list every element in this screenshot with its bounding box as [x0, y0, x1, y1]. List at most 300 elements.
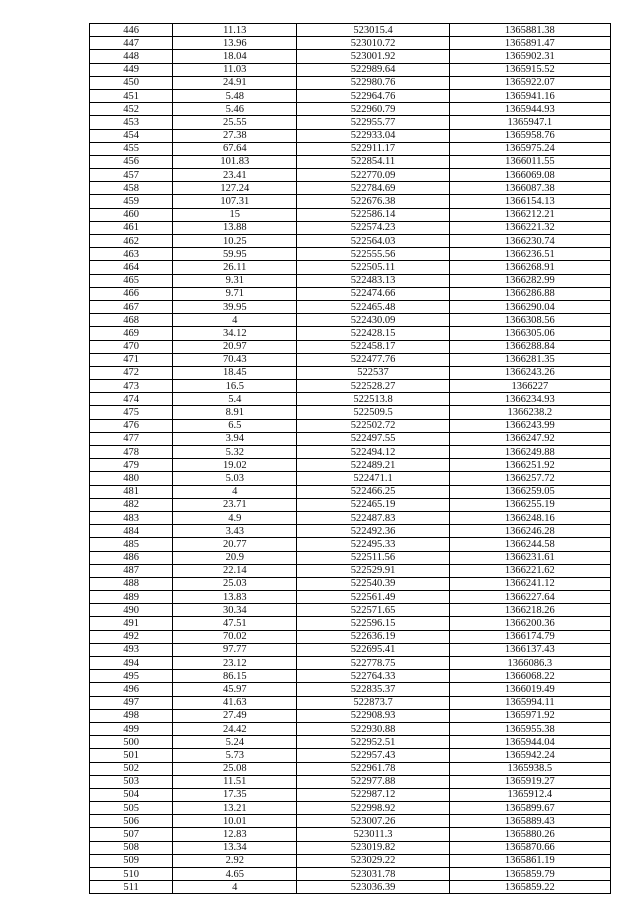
table-row [90, 630, 611, 643]
table-row [90, 472, 611, 485]
table-row [90, 432, 611, 445]
length-cell: 24.91 [173, 76, 297, 89]
x-coordinate-cell: 522960.79 [297, 103, 449, 116]
x-coordinate-cell: 522487.83 [297, 511, 449, 524]
point-number-cell: 479 [90, 459, 173, 472]
x-coordinate-cell: 522465.19 [297, 498, 449, 511]
table-row [90, 314, 611, 327]
x-coordinate-cell: 522466.25 [297, 485, 449, 498]
length-cell: 26.11 [173, 261, 297, 274]
x-coordinate-cell: 522465.48 [297, 300, 449, 313]
y-coordinate-cell: 1366244.58 [449, 538, 610, 551]
table-row [90, 802, 611, 815]
x-coordinate-cell: 522555.56 [297, 248, 449, 261]
point-number-cell: 491 [90, 617, 173, 630]
length-cell: 5.32 [173, 446, 297, 459]
x-coordinate-cell: 522483.13 [297, 274, 449, 287]
x-coordinate-cell: 522784.69 [297, 182, 449, 195]
table-row [90, 868, 611, 881]
y-coordinate-cell: 1366231.61 [449, 551, 610, 564]
point-number-cell: 501 [90, 749, 173, 762]
table-row [90, 722, 611, 735]
x-coordinate-cell: 523011.3 [297, 828, 449, 841]
length-cell: 23.71 [173, 498, 297, 511]
y-coordinate-cell: 1366281.35 [449, 353, 610, 366]
y-coordinate-cell: 1365861.19 [449, 854, 610, 867]
y-coordinate-cell: 1366257.72 [449, 472, 610, 485]
point-number-cell: 505 [90, 802, 173, 815]
y-coordinate-cell: 1366234.93 [449, 393, 610, 406]
point-number-cell: 457 [90, 169, 173, 182]
y-coordinate-cell: 1366087.38 [449, 182, 610, 195]
length-cell: 5.03 [173, 472, 297, 485]
table-row [90, 775, 611, 788]
length-cell: 13.96 [173, 37, 297, 50]
point-number-cell: 487 [90, 564, 173, 577]
x-coordinate-cell: 523036.39 [297, 881, 449, 894]
table-row [90, 248, 611, 261]
x-coordinate-cell: 522930.88 [297, 722, 449, 735]
point-number-cell: 461 [90, 221, 173, 234]
point-number-cell: 460 [90, 208, 173, 221]
y-coordinate-cell: 1366246.28 [449, 525, 610, 538]
x-coordinate-cell: 522977.88 [297, 775, 449, 788]
x-coordinate-cell: 522513.8 [297, 393, 449, 406]
table-row [90, 815, 611, 828]
x-coordinate-cell: 522492.36 [297, 525, 449, 538]
length-cell: 10.25 [173, 235, 297, 248]
point-number-cell: 489 [90, 591, 173, 604]
table-row [90, 142, 611, 155]
table-row [90, 828, 611, 841]
x-coordinate-cell: 523001.92 [297, 50, 449, 63]
length-cell: 4 [173, 881, 297, 894]
length-cell: 18.04 [173, 50, 297, 63]
x-coordinate-cell: 522770.09 [297, 169, 449, 182]
x-coordinate-cell: 522908.93 [297, 709, 449, 722]
table-row [90, 696, 611, 709]
x-coordinate-cell: 522528.27 [297, 380, 449, 393]
point-number-cell: 468 [90, 314, 173, 327]
y-coordinate-cell: 1365919.27 [449, 775, 610, 788]
x-coordinate-cell: 522873.7 [297, 696, 449, 709]
y-coordinate-cell: 1365889.43 [449, 815, 610, 828]
point-number-cell: 472 [90, 366, 173, 379]
y-coordinate-cell: 1365955.38 [449, 722, 610, 735]
y-coordinate-cell: 1366241.12 [449, 577, 610, 590]
point-number-cell: 488 [90, 577, 173, 590]
table-row [90, 340, 611, 353]
point-number-cell: 466 [90, 287, 173, 300]
x-coordinate-cell: 523019.82 [297, 841, 449, 854]
y-coordinate-cell: 1365994.11 [449, 696, 610, 709]
x-coordinate-cell: 523015.4 [297, 24, 449, 37]
table-row [90, 393, 611, 406]
x-coordinate-cell: 522428.15 [297, 327, 449, 340]
point-number-cell: 506 [90, 815, 173, 828]
table-row [90, 604, 611, 617]
point-number-cell: 473 [90, 380, 173, 393]
table-row [90, 235, 611, 248]
x-coordinate-cell: 522952.51 [297, 736, 449, 749]
x-coordinate-cell: 522933.04 [297, 129, 449, 142]
x-coordinate-cell: 522695.41 [297, 643, 449, 656]
table-row [90, 274, 611, 287]
length-cell: 27.38 [173, 129, 297, 142]
point-number-cell: 492 [90, 630, 173, 643]
length-cell: 107.31 [173, 195, 297, 208]
y-coordinate-cell: 1365870.66 [449, 841, 610, 854]
table-row [90, 208, 611, 221]
table-row [90, 525, 611, 538]
table-row [90, 617, 611, 630]
table-row [90, 788, 611, 801]
x-coordinate-cell: 522489.21 [297, 459, 449, 472]
x-coordinate-cell: 523031.78 [297, 868, 449, 881]
point-number-cell: 478 [90, 446, 173, 459]
point-number-cell: 503 [90, 775, 173, 788]
length-cell: 97.77 [173, 643, 297, 656]
y-coordinate-cell: 1365941.16 [449, 89, 610, 102]
x-coordinate-cell: 522474.66 [297, 287, 449, 300]
length-cell: 127.24 [173, 182, 297, 195]
table-row [90, 195, 611, 208]
point-number-cell: 458 [90, 182, 173, 195]
length-cell: 25.03 [173, 577, 297, 590]
table-row [90, 670, 611, 683]
length-cell: 4.65 [173, 868, 297, 881]
x-coordinate-cell: 522835.37 [297, 683, 449, 696]
x-coordinate-cell: 522497.55 [297, 432, 449, 445]
table-row [90, 155, 611, 168]
y-coordinate-cell: 1366137.43 [449, 643, 610, 656]
table-row [90, 881, 611, 894]
x-coordinate-cell: 522911.17 [297, 142, 449, 155]
point-number-cell: 484 [90, 525, 173, 538]
y-coordinate-cell: 1366218.26 [449, 604, 610, 617]
x-coordinate-cell: 522529.91 [297, 564, 449, 577]
y-coordinate-cell: 1366230.74 [449, 235, 610, 248]
length-cell: 5.24 [173, 736, 297, 749]
x-coordinate-cell: 523029.22 [297, 854, 449, 867]
y-coordinate-cell: 1366243.99 [449, 419, 610, 432]
point-number-cell: 451 [90, 89, 173, 102]
y-coordinate-cell: 1366259.05 [449, 485, 610, 498]
x-coordinate-cell: 522509.5 [297, 406, 449, 419]
table-row [90, 76, 611, 89]
point-number-cell: 500 [90, 736, 173, 749]
length-cell: 4 [173, 485, 297, 498]
y-coordinate-cell: 1366286.88 [449, 287, 610, 300]
point-number-cell: 448 [90, 50, 173, 63]
y-coordinate-cell: 1366243.26 [449, 366, 610, 379]
y-coordinate-cell: 1365938.5 [449, 762, 610, 775]
point-number-cell: 446 [90, 24, 173, 37]
length-cell: 59.95 [173, 248, 297, 261]
y-coordinate-cell: 1365912.4 [449, 788, 610, 801]
length-cell: 9.31 [173, 274, 297, 287]
length-cell: 16.5 [173, 380, 297, 393]
point-number-cell: 498 [90, 709, 173, 722]
x-coordinate-cell: 522511.56 [297, 551, 449, 564]
point-number-cell: 465 [90, 274, 173, 287]
point-number-cell: 490 [90, 604, 173, 617]
length-cell: 45.97 [173, 683, 297, 696]
x-coordinate-cell: 522477.76 [297, 353, 449, 366]
table-row [90, 446, 611, 459]
x-coordinate-cell: 522854.11 [297, 155, 449, 168]
x-coordinate-cell: 522502.72 [297, 419, 449, 432]
point-number-cell: 482 [90, 498, 173, 511]
length-cell: 20.97 [173, 340, 297, 353]
y-coordinate-cell: 1365947.1 [449, 116, 610, 129]
length-cell: 30.34 [173, 604, 297, 617]
y-coordinate-cell: 1365859.22 [449, 881, 610, 894]
point-number-cell: 504 [90, 788, 173, 801]
point-number-cell: 449 [90, 63, 173, 76]
y-coordinate-cell: 1366288.84 [449, 340, 610, 353]
length-cell: 13.83 [173, 591, 297, 604]
point-number-cell: 462 [90, 235, 173, 248]
x-coordinate-cell: 522458.17 [297, 340, 449, 353]
table-row [90, 406, 611, 419]
length-cell: 24.42 [173, 722, 297, 735]
length-cell: 34.12 [173, 327, 297, 340]
table-row [90, 762, 611, 775]
x-coordinate-cell: 522596.15 [297, 617, 449, 630]
table-row [90, 419, 611, 432]
point-number-cell: 497 [90, 696, 173, 709]
x-coordinate-cell: 522998.92 [297, 802, 449, 815]
table-row [90, 683, 611, 696]
x-coordinate-cell: 522495.33 [297, 538, 449, 551]
length-cell: 8.91 [173, 406, 297, 419]
y-coordinate-cell: 1365915.52 [449, 63, 610, 76]
table-row [90, 854, 611, 867]
y-coordinate-cell: 1366305.06 [449, 327, 610, 340]
length-cell: 47.51 [173, 617, 297, 630]
point-number-cell: 493 [90, 643, 173, 656]
x-coordinate-cell: 523007.26 [297, 815, 449, 828]
x-coordinate-cell: 522961.78 [297, 762, 449, 775]
length-cell: 4 [173, 314, 297, 327]
point-number-cell: 464 [90, 261, 173, 274]
table-row [90, 182, 611, 195]
point-number-cell: 486 [90, 551, 173, 564]
point-number-cell: 474 [90, 393, 173, 406]
y-coordinate-cell: 1366154.13 [449, 195, 610, 208]
x-coordinate-cell: 522540.39 [297, 577, 449, 590]
x-coordinate-cell: 522571.65 [297, 604, 449, 617]
table-row [90, 37, 611, 50]
table-row [90, 327, 611, 340]
y-coordinate-cell: 1366086.3 [449, 657, 610, 670]
table-row [90, 169, 611, 182]
coordinate-table [89, 23, 611, 894]
y-coordinate-cell: 1365971.92 [449, 709, 610, 722]
table-row [90, 24, 611, 37]
length-cell: 11.13 [173, 24, 297, 37]
point-number-cell: 447 [90, 37, 173, 50]
point-number-cell: 469 [90, 327, 173, 340]
table-row [90, 380, 611, 393]
length-cell: 13.88 [173, 221, 297, 234]
length-cell: 6.5 [173, 419, 297, 432]
y-coordinate-cell: 1366227.64 [449, 591, 610, 604]
x-coordinate-cell: 522430.09 [297, 314, 449, 327]
x-coordinate-cell: 522989.64 [297, 63, 449, 76]
table-row [90, 564, 611, 577]
x-coordinate-cell: 523010.72 [297, 37, 449, 50]
table-row [90, 287, 611, 300]
length-cell: 23.12 [173, 657, 297, 670]
point-number-cell: 454 [90, 129, 173, 142]
x-coordinate-cell: 522778.75 [297, 657, 449, 670]
length-cell: 70.43 [173, 353, 297, 366]
length-cell: 22.14 [173, 564, 297, 577]
point-number-cell: 450 [90, 76, 173, 89]
y-coordinate-cell: 1366174.79 [449, 630, 610, 643]
x-coordinate-cell: 522586.14 [297, 208, 449, 221]
table-row [90, 485, 611, 498]
y-coordinate-cell: 1366248.16 [449, 511, 610, 524]
table-row [90, 300, 611, 313]
x-coordinate-cell: 522494.12 [297, 446, 449, 459]
table-row [90, 551, 611, 564]
y-coordinate-cell: 1366268.91 [449, 261, 610, 274]
length-cell: 3.43 [173, 525, 297, 538]
table-row [90, 591, 611, 604]
y-coordinate-cell: 1366011.55 [449, 155, 610, 168]
point-number-cell: 507 [90, 828, 173, 841]
x-coordinate-cell: 522471.1 [297, 472, 449, 485]
length-cell: 9.71 [173, 287, 297, 300]
length-cell: 27.49 [173, 709, 297, 722]
x-coordinate-cell: 522561.49 [297, 591, 449, 604]
length-cell: 10.01 [173, 815, 297, 828]
point-number-cell: 494 [90, 657, 173, 670]
x-coordinate-cell: 522964.76 [297, 89, 449, 102]
point-number-cell: 495 [90, 670, 173, 683]
point-number-cell: 471 [90, 353, 173, 366]
table-row [90, 736, 611, 749]
length-cell: 13.21 [173, 802, 297, 815]
length-cell: 41.63 [173, 696, 297, 709]
table-row [90, 511, 611, 524]
point-number-cell: 508 [90, 841, 173, 854]
y-coordinate-cell: 1365922.07 [449, 76, 610, 89]
point-number-cell: 502 [90, 762, 173, 775]
y-coordinate-cell: 1365942.24 [449, 749, 610, 762]
length-cell: 25.55 [173, 116, 297, 129]
point-number-cell: 477 [90, 432, 173, 445]
x-coordinate-cell: 522764.33 [297, 670, 449, 683]
table-row [90, 577, 611, 590]
point-number-cell: 499 [90, 722, 173, 735]
point-number-cell: 453 [90, 116, 173, 129]
y-coordinate-cell: 1365975.24 [449, 142, 610, 155]
length-cell: 13.34 [173, 841, 297, 854]
x-coordinate-cell: 522636.19 [297, 630, 449, 643]
length-cell: 12.83 [173, 828, 297, 841]
x-coordinate-cell: 522955.77 [297, 116, 449, 129]
point-number-cell: 452 [90, 103, 173, 116]
point-number-cell: 481 [90, 485, 173, 498]
length-cell: 20.77 [173, 538, 297, 551]
y-coordinate-cell: 1366069.08 [449, 169, 610, 182]
length-cell: 5.48 [173, 89, 297, 102]
length-cell: 101.83 [173, 155, 297, 168]
length-cell: 11.03 [173, 63, 297, 76]
y-coordinate-cell: 1365944.93 [449, 103, 610, 116]
table-row [90, 643, 611, 656]
length-cell: 86.15 [173, 670, 297, 683]
table-row [90, 538, 611, 551]
y-coordinate-cell: 1366255.19 [449, 498, 610, 511]
y-coordinate-cell: 1366019.49 [449, 683, 610, 696]
point-number-cell: 475 [90, 406, 173, 419]
length-cell: 70.02 [173, 630, 297, 643]
y-coordinate-cell: 1366249.88 [449, 446, 610, 459]
length-cell: 5.4 [173, 393, 297, 406]
table-row [90, 459, 611, 472]
table-row [90, 103, 611, 116]
table-row [90, 841, 611, 854]
length-cell: 18.45 [173, 366, 297, 379]
x-coordinate-cell: 522505.11 [297, 261, 449, 274]
length-cell: 20.9 [173, 551, 297, 564]
x-coordinate-cell: 522564.03 [297, 235, 449, 248]
length-cell: 4.9 [173, 511, 297, 524]
length-cell: 15 [173, 208, 297, 221]
length-cell: 11.51 [173, 775, 297, 788]
x-coordinate-cell: 522574.23 [297, 221, 449, 234]
x-coordinate-cell: 522987.12 [297, 788, 449, 801]
y-coordinate-cell: 1366212.21 [449, 208, 610, 221]
point-number-cell: 496 [90, 683, 173, 696]
table-row [90, 116, 611, 129]
y-coordinate-cell: 1366227 [449, 380, 610, 393]
y-coordinate-cell: 1366200.36 [449, 617, 610, 630]
table-row [90, 709, 611, 722]
table-row [90, 63, 611, 76]
point-number-cell: 509 [90, 854, 173, 867]
point-number-cell: 485 [90, 538, 173, 551]
table-row [90, 353, 611, 366]
y-coordinate-cell: 1365958.76 [449, 129, 610, 142]
length-cell: 67.64 [173, 142, 297, 155]
y-coordinate-cell: 1366068.22 [449, 670, 610, 683]
table-row [90, 89, 611, 102]
y-coordinate-cell: 1365944.04 [449, 736, 610, 749]
point-number-cell: 455 [90, 142, 173, 155]
point-number-cell: 470 [90, 340, 173, 353]
length-cell: 23.41 [173, 169, 297, 182]
y-coordinate-cell: 1366221.62 [449, 564, 610, 577]
y-coordinate-cell: 1366247.92 [449, 432, 610, 445]
point-number-cell: 467 [90, 300, 173, 313]
y-coordinate-cell: 1366221.32 [449, 221, 610, 234]
table-row [90, 366, 611, 379]
length-cell: 17.35 [173, 788, 297, 801]
point-number-cell: 511 [90, 881, 173, 894]
table-row [90, 749, 611, 762]
table-row [90, 50, 611, 63]
x-coordinate-cell: 522957.43 [297, 749, 449, 762]
y-coordinate-cell: 1365902.31 [449, 50, 610, 63]
table-row [90, 498, 611, 511]
point-number-cell: 456 [90, 155, 173, 168]
